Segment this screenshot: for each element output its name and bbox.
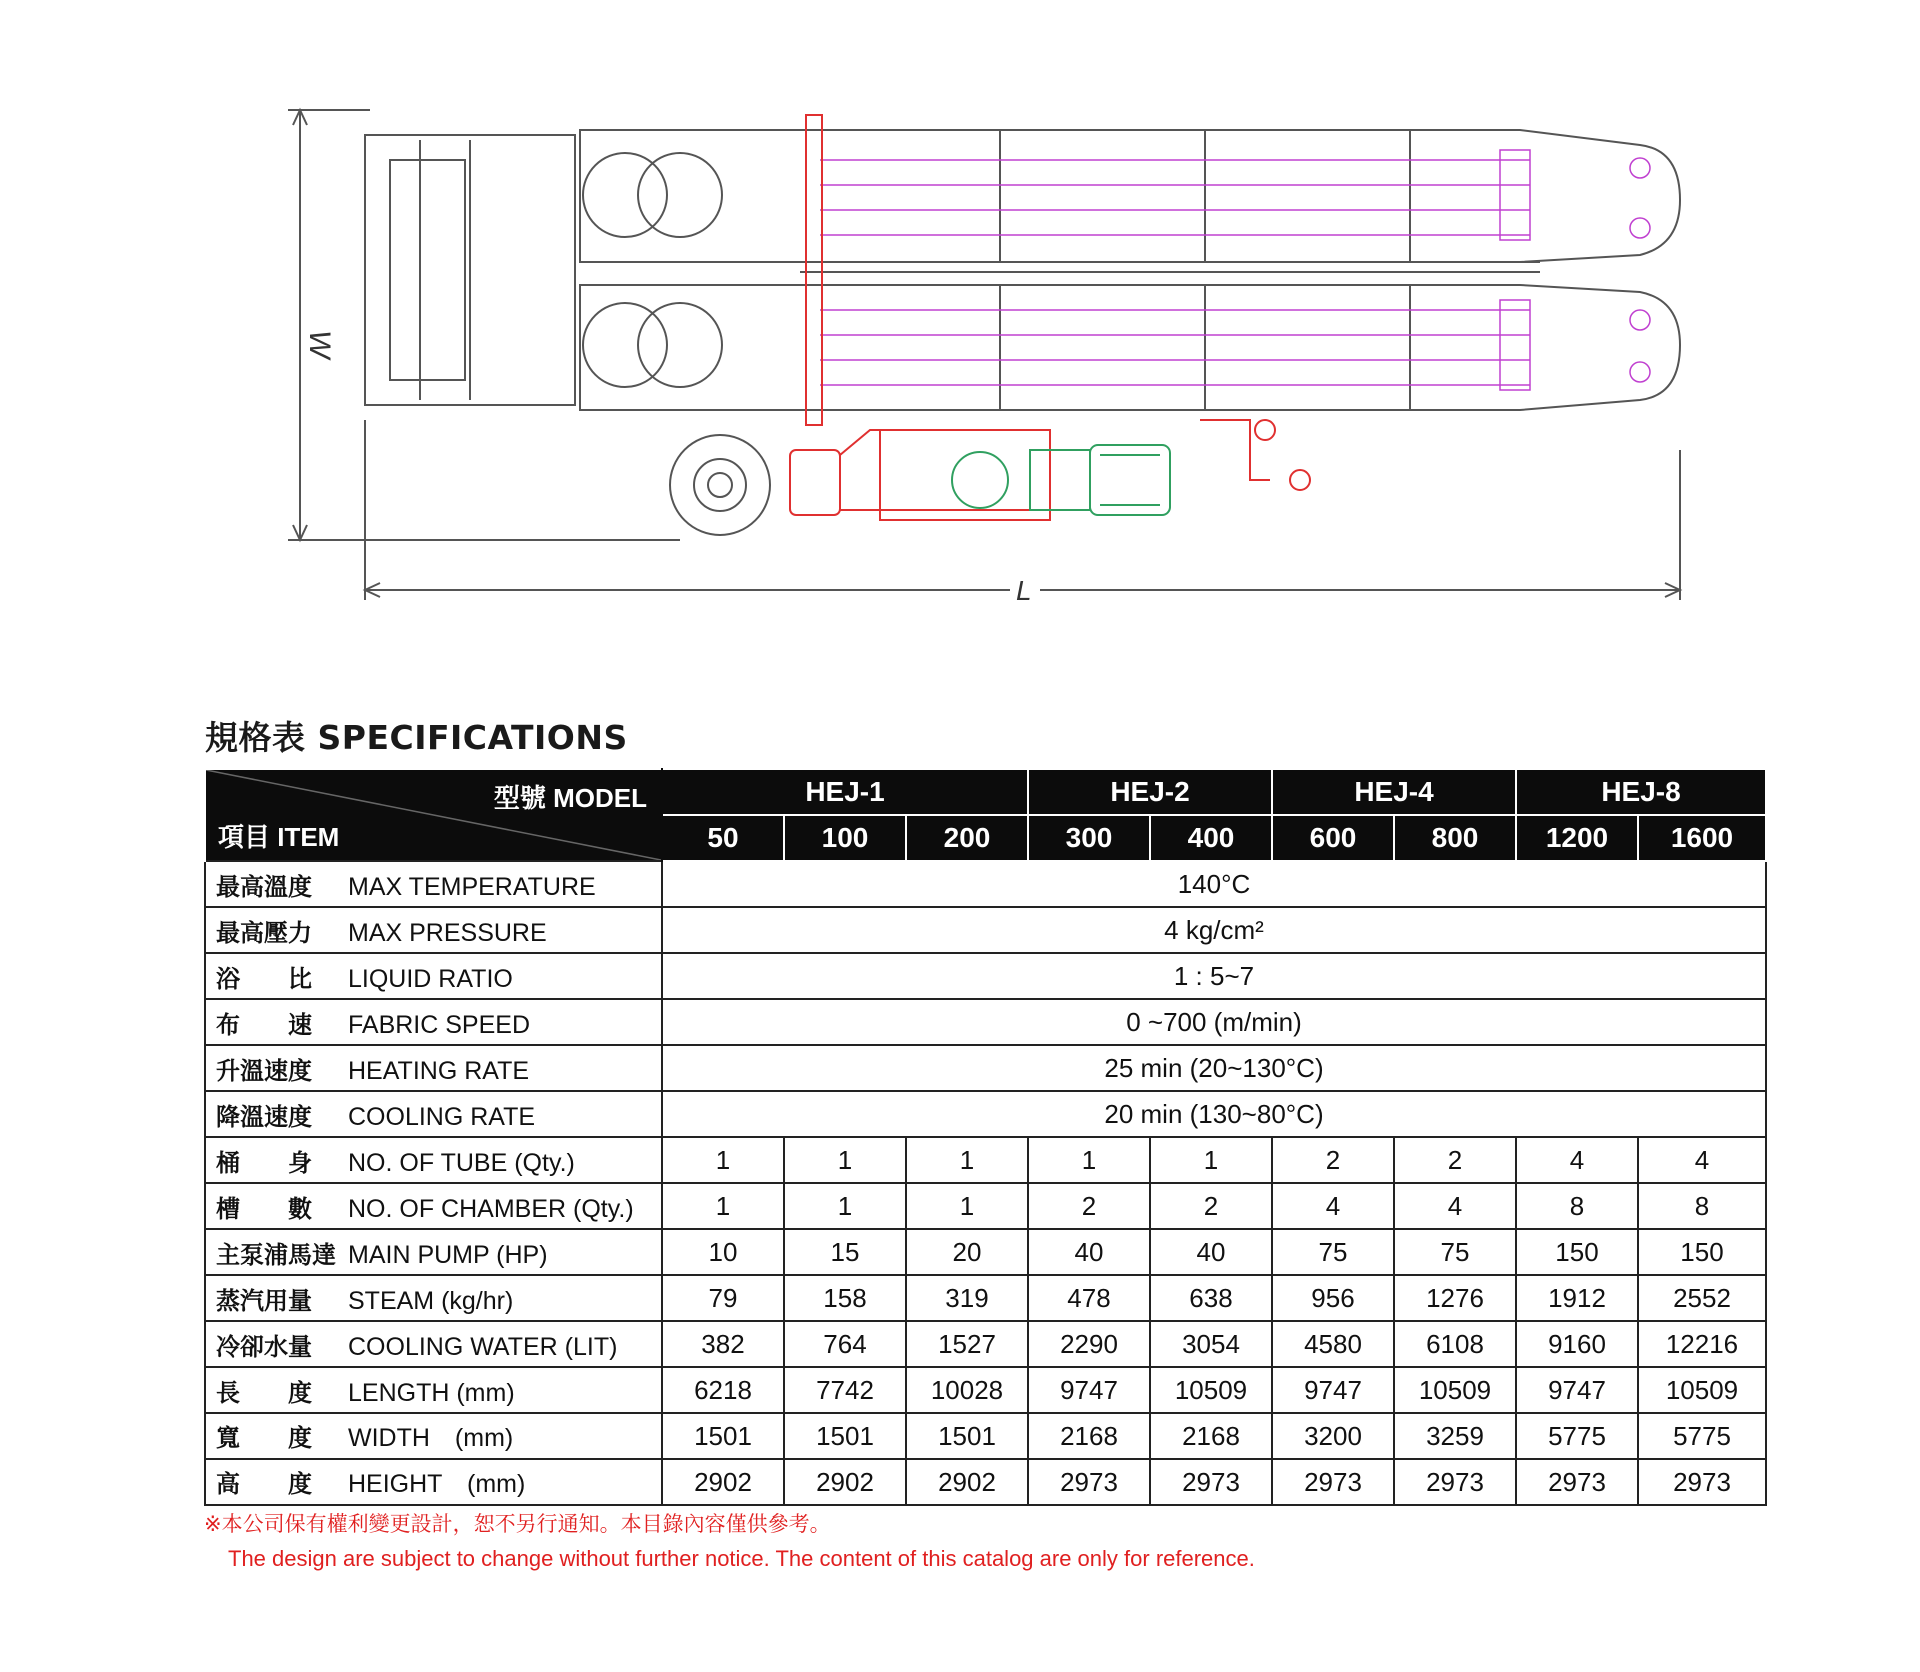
spec-value-all-models: 4 kg/cm² [662,907,1766,953]
spec-label-zh: 長 度 [216,1378,312,1407]
spec-value: 2902 [784,1459,906,1505]
capacity-header: 400 [1150,815,1272,861]
spec-label-zh: 槽 數 [216,1194,312,1223]
disclaimer-zh: ※本公司保有權利變更設計，恕不另行通知。本目錄內容僅供參考。 [204,1512,831,1536]
spec-value: 40 [1028,1229,1150,1275]
spec-label-en: STEAM (kg/hr) [348,1286,514,1315]
disclaimer-note [204,1508,1255,1572]
spec-value: 10509 [1638,1367,1766,1413]
spec-label-en: LIQUID RATIO [348,964,513,993]
spec-value: 6218 [662,1367,784,1413]
spec-value: 2168 [1150,1413,1272,1459]
model-header: HEJ-8 [1516,769,1766,815]
spec-value: 4 [1638,1137,1766,1183]
spec-row-label [205,1413,662,1459]
spec-value: 2168 [1028,1413,1150,1459]
spec-label-en: MAIN PUMP (HP) [348,1240,548,1269]
spec-label-en: WIDTH (mm) [348,1424,514,1452]
spec-value: 9747 [1028,1367,1150,1413]
spec-value: 2973 [1272,1459,1394,1505]
spec-label-zh: 桶 身 [216,1148,312,1177]
spec-value: 15 [784,1229,906,1275]
spec-value: 9747 [1272,1367,1394,1413]
spec-row-label [205,1275,662,1321]
spec-value: 1501 [784,1413,906,1459]
spec-value: 1501 [906,1413,1028,1459]
spec-row [205,1459,1766,1505]
spec-row [205,1413,1766,1459]
spec-row [205,861,1766,907]
spec-value: 1 [784,1137,906,1183]
model-header: HEJ-1 [662,769,1028,815]
spec-value: 5775 [1516,1413,1638,1459]
spec-value: 9160 [1516,1321,1638,1367]
specifications-title: 規格表 SPECIFICATIONS [205,718,628,757]
spec-row-label [205,1091,662,1137]
spec-value: 5775 [1638,1413,1766,1459]
spec-value: 1 [662,1183,784,1229]
spec-value: 150 [1638,1229,1766,1275]
spec-value: 638 [1150,1275,1272,1321]
spec-value: 2973 [1516,1459,1638,1505]
spec-value: 79 [662,1275,784,1321]
spec-label-en: COOLING WATER (LIT) [348,1332,618,1361]
spec-label-en: LENGTH (mm) [348,1378,515,1407]
spec-value: 1 [906,1137,1028,1183]
spec-value: 6108 [1394,1321,1516,1367]
spec-value: 7742 [784,1367,906,1413]
spec-row [205,1183,1766,1229]
spec-label-zh: 降溫速度 [216,1102,312,1131]
capacity-header: 50 [662,815,784,861]
item-corner-label: 項目 ITEM [218,822,340,852]
capacity-header: 200 [906,815,1028,861]
spec-row [205,1367,1766,1413]
spec-row [205,1045,1766,1091]
spec-row [205,1137,1766,1183]
spec-value-all-models: 1 : 5~7 [662,953,1766,999]
spec-value: 1 [1150,1137,1272,1183]
spec-label-zh: 最高溫度 [216,872,312,901]
spec-value: 2973 [1150,1459,1272,1505]
spec-value: 382 [662,1321,784,1367]
model-header-row [205,769,1766,815]
spec-label-en: HEATING RATE [348,1056,530,1085]
spec-label-en: MAX PRESSURE [348,918,547,947]
spec-label-en: COOLING RATE [348,1102,536,1131]
spec-value: 478 [1028,1275,1150,1321]
spec-row-label [205,1459,662,1505]
spec-label-zh: 浴 比 [216,964,312,993]
spec-row [205,1321,1766,1367]
spec-row [205,907,1766,953]
spec-value: 12216 [1638,1321,1766,1367]
spec-value: 1912 [1516,1275,1638,1321]
capacity-header: 1600 [1638,815,1766,861]
spec-row-label [205,1045,662,1091]
spec-value: 2 [1272,1137,1394,1183]
model-corner-label: 型號 MODEL [493,783,647,813]
spec-row-label [205,1321,662,1367]
spec-label-zh: 布 速 [216,1010,312,1039]
spec-label-zh: 主泵浦馬達 [216,1240,336,1269]
spec-value: 2 [1150,1183,1272,1229]
spec-row-label [205,1367,662,1413]
spec-value-all-models: 0 ~700 (m/min) [662,999,1766,1045]
disclaimer-en: The design are subject to change without further notice. The content of this catalog are only for reference. [228,1546,1255,1571]
spec-label-zh: 高 度 [216,1470,312,1498]
spec-value: 4580 [1272,1321,1394,1367]
specifications-table [204,768,1767,1506]
spec-row-label [205,861,662,907]
spec-value: 1276 [1394,1275,1516,1321]
spec-label-zh: 寬 度 [216,1424,312,1452]
spec-row-label [205,1183,662,1229]
spec-row [205,1091,1766,1137]
machine-top-view-drawing [0,0,1920,640]
spec-label-zh: 最高壓力 [216,918,312,947]
spec-value: 10509 [1394,1367,1516,1413]
spec-value: 10028 [906,1367,1028,1413]
spec-value: 1527 [906,1321,1028,1367]
capacity-header: 100 [784,815,906,861]
spec-value: 3200 [1272,1413,1394,1459]
dimension-w-label: W [303,330,336,359]
spec-value: 75 [1272,1229,1394,1275]
spec-value: 2552 [1638,1275,1766,1321]
spec-value-all-models: 140°C [662,861,1766,907]
spec-value: 1 [906,1183,1028,1229]
spec-value: 3054 [1150,1321,1272,1367]
spec-value: 2973 [1028,1459,1150,1505]
model-header: HEJ-2 [1028,769,1272,815]
spec-label-zh: 升溫速度 [216,1056,312,1085]
spec-value: 10 [662,1229,784,1275]
spec-label-en: HEIGHT (mm) [348,1470,526,1498]
capacity-header: 800 [1394,815,1516,861]
spec-row-label [205,1229,662,1275]
spec-value: 2973 [1638,1459,1766,1505]
spec-value: 8 [1638,1183,1766,1229]
spec-value: 2902 [906,1459,1028,1505]
spec-value: 2973 [1394,1459,1516,1505]
spec-value: 2 [1028,1183,1150,1229]
spec-value: 2290 [1028,1321,1150,1367]
spec-row-label [205,999,662,1045]
spec-label-zh: 冷卻水量 [216,1332,312,1361]
spec-value: 9747 [1516,1367,1638,1413]
spec-row [205,1275,1766,1321]
spec-value: 2902 [662,1459,784,1505]
spec-value: 2 [1394,1137,1516,1183]
spec-row-label [205,1137,662,1183]
spec-row [205,1229,1766,1275]
spec-label-en: FABRIC SPEED [348,1010,530,1039]
spec-value: 40 [1150,1229,1272,1275]
spec-value: 150 [1516,1229,1638,1275]
dimension-l-label: L [1016,575,1032,606]
spec-value: 4 [1516,1137,1638,1183]
spec-row-label [205,953,662,999]
spec-value: 1 [784,1183,906,1229]
spec-value: 75 [1394,1229,1516,1275]
specifications-body [205,861,1766,1505]
model-header: HEJ-4 [1272,769,1516,815]
spec-row-label [205,907,662,953]
capacity-header: 1200 [1516,815,1638,861]
capacity-header: 300 [1028,815,1150,861]
spec-value: 319 [906,1275,1028,1321]
capacity-header: 600 [1272,815,1394,861]
spec-value: 4 [1272,1183,1394,1229]
spec-value: 1501 [662,1413,784,1459]
spec-row [205,999,1766,1045]
spec-row [205,953,1766,999]
spec-value-all-models: 25 min (20~130°C) [662,1045,1766,1091]
spec-value: 3259 [1394,1413,1516,1459]
spec-value: 158 [784,1275,906,1321]
spec-value: 1 [1028,1137,1150,1183]
spec-value: 10509 [1150,1367,1272,1413]
spec-value: 956 [1272,1275,1394,1321]
spec-value: 20 [906,1229,1028,1275]
spec-label-en: MAX TEMPERATURE [348,872,596,901]
spec-label-en: NO. OF CHAMBER (Qty.) [348,1194,634,1223]
spec-label-zh: 蒸汽用量 [216,1286,312,1315]
spec-value-all-models: 20 min (130~80°C) [662,1091,1766,1137]
spec-value: 764 [784,1321,906,1367]
spec-value: 8 [1516,1183,1638,1229]
spec-label-en: NO. OF TUBE (Qty.) [348,1148,575,1177]
table-corner-cell [205,769,662,861]
spec-value: 4 [1394,1183,1516,1229]
spec-value: 1 [662,1137,784,1183]
